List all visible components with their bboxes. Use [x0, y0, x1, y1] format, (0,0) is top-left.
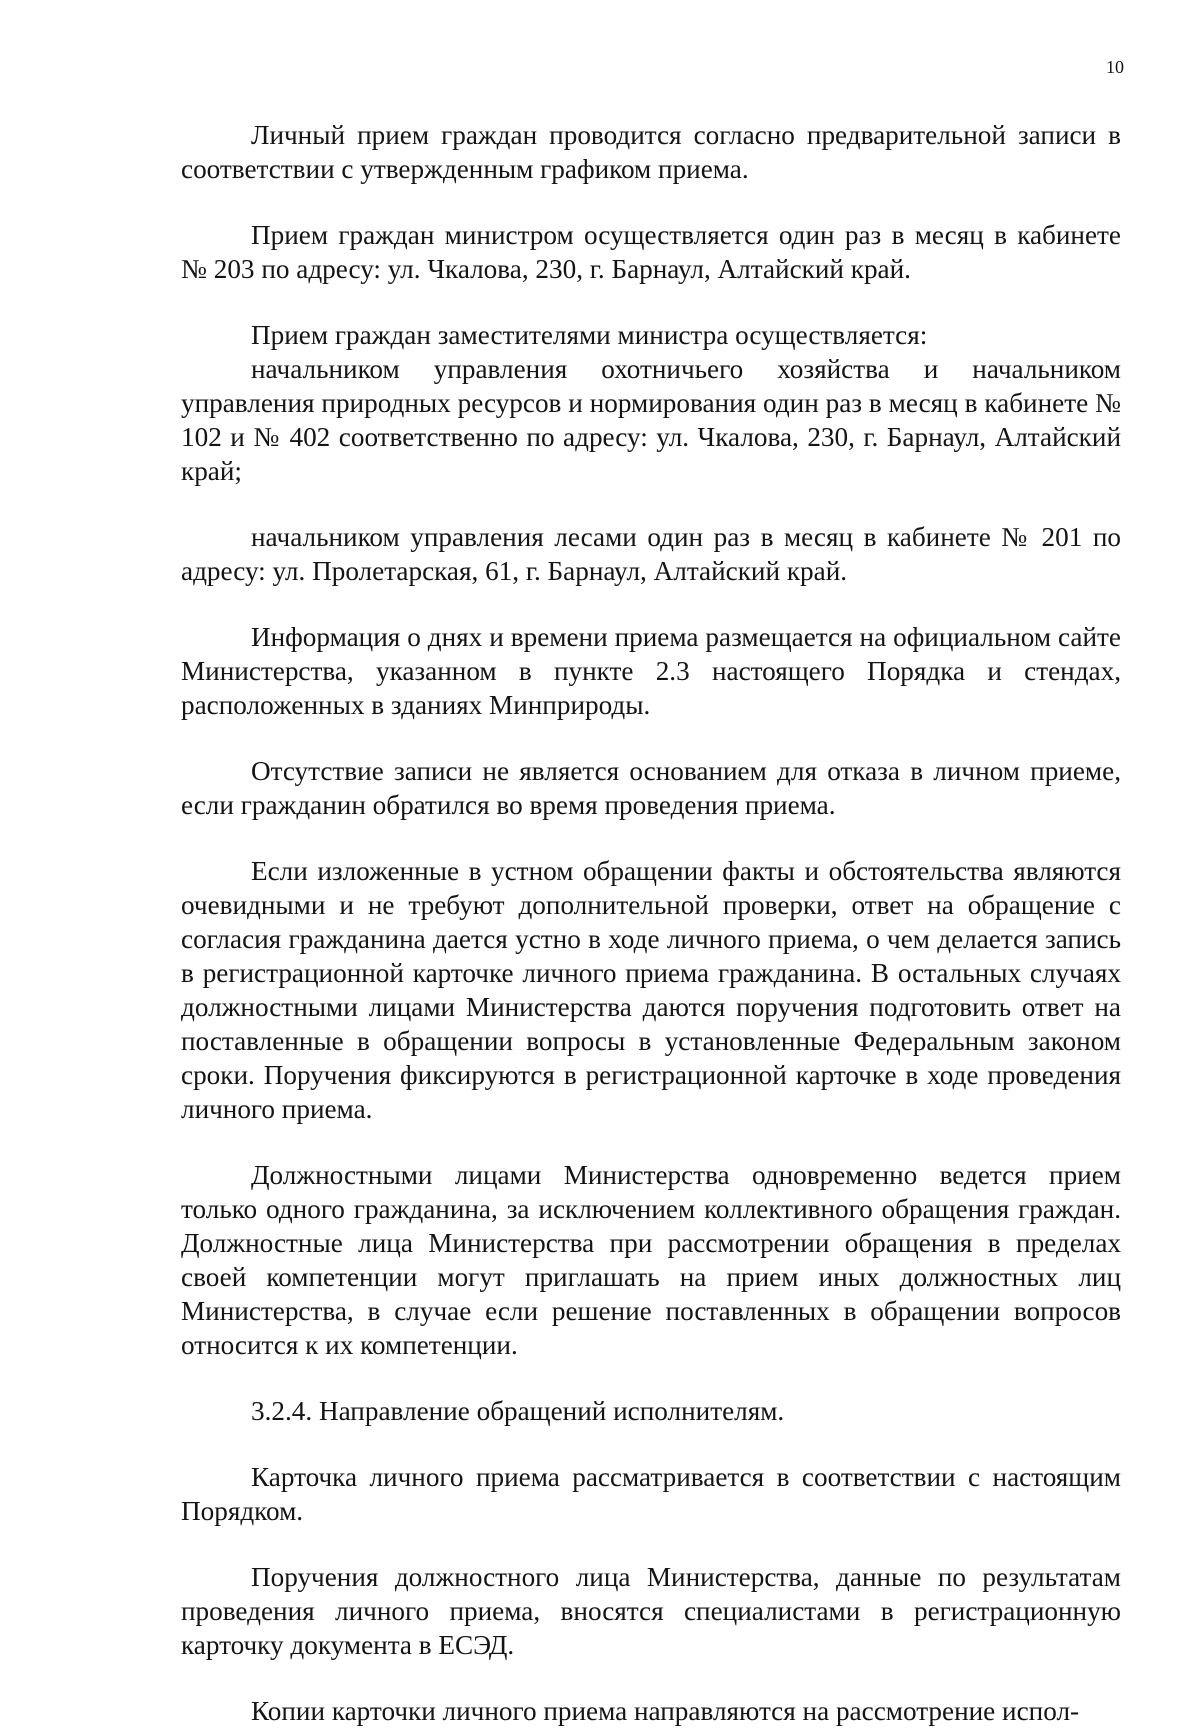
paragraph-one-citizen: Должностными лицами Министерства одновременно ведется прием только одного гражданина, за исключением коллективного обращения граждан. Должностные лица Министерства при рассмотрении обращения в пределах своей компетенции могут приглашать на прием иных должностных лиц Министерства, в случае если решение поставленных в обращении вопросов относится к их компетенции.	[181, 1160, 1121, 1360]
paragraph-oral-answer: Если изложенные в устном обращении факты и обстоятельства являются очевидными и не требуют дополнительной проверки, ответ на обращение с согласия гражданина дается устно в ходе личного приема, о чем делается запись в регистрационной карточке личного приема гражданина. В остальных случаях должностными лицами Министерства даются поручения подготовить ответ на поставленные в обращении вопросы в установленные Федеральным законом сроки. Поручения фиксируются в регистрационной карточке в ходе проведения личного приема.	[181, 856, 1121, 1124]
page-number: 10	[1106, 57, 1124, 77]
paragraph-appointment-schedule: Личный прием граждан проводится согласно предварительной записи в соответствии с утвержденным графиком приема.	[181, 120, 1121, 184]
paragraph-deputies-intro: Прием граждан заместителями министра осуществляется:	[251, 320, 928, 350]
paragraph-esed-entry: Поручения должностного лица Министерства, данные по результатам проведения личного приема, вносятся специалистами в регистрационную карточку документа в ЕСЭД.	[181, 1562, 1121, 1660]
paragraph-reception-info: Информация о днях и времени приема размещается на официальном сайте Министерства, указанном в пункте 2.3 настоящего Порядка и стендах, расположенных в зданиях Минприроды.	[181, 622, 1121, 720]
paragraph-forestry-head: начальником управления лесами один раз в месяц в кабинете № 201 по адресу: ул. Пролетарская, 61, г. Барнаул, Алтайский край.	[181, 522, 1121, 586]
paragraph-no-appointment: Отсутствие записи не является основанием для отказа в личном приеме, если гражданин обратился во время проведения приема.	[181, 756, 1121, 820]
document-body	[181, 118, 1121, 1728]
paragraph-card-review: Карточка личного приема рассматривается в соответствии с настоящим Порядком.	[181, 1462, 1121, 1526]
section-heading-3-2-4: 3.2.4. Направление обращений исполнителям.	[251, 1396, 785, 1426]
paragraph-minister-reception: Прием граждан министром осуществляется один раз в месяц в кабинете № 203 по адресу: ул. Чкалова, 230, г. Барнаул, Алтайский край.	[181, 220, 1121, 284]
paragraph-hunting-resources-heads: начальником управления охотничьего хозяйства и начальником управления природных ресурсов и нормирования один раз в месяц в кабинете № 102 и № 402 соответственно по адресу: ул. Чкалова, 230, г. Барнаул, Алтайский край;	[181, 354, 1121, 486]
paragraph-card-copies: Копии карточки личного приема направляются на рассмотрение испол-	[251, 1696, 1080, 1726]
